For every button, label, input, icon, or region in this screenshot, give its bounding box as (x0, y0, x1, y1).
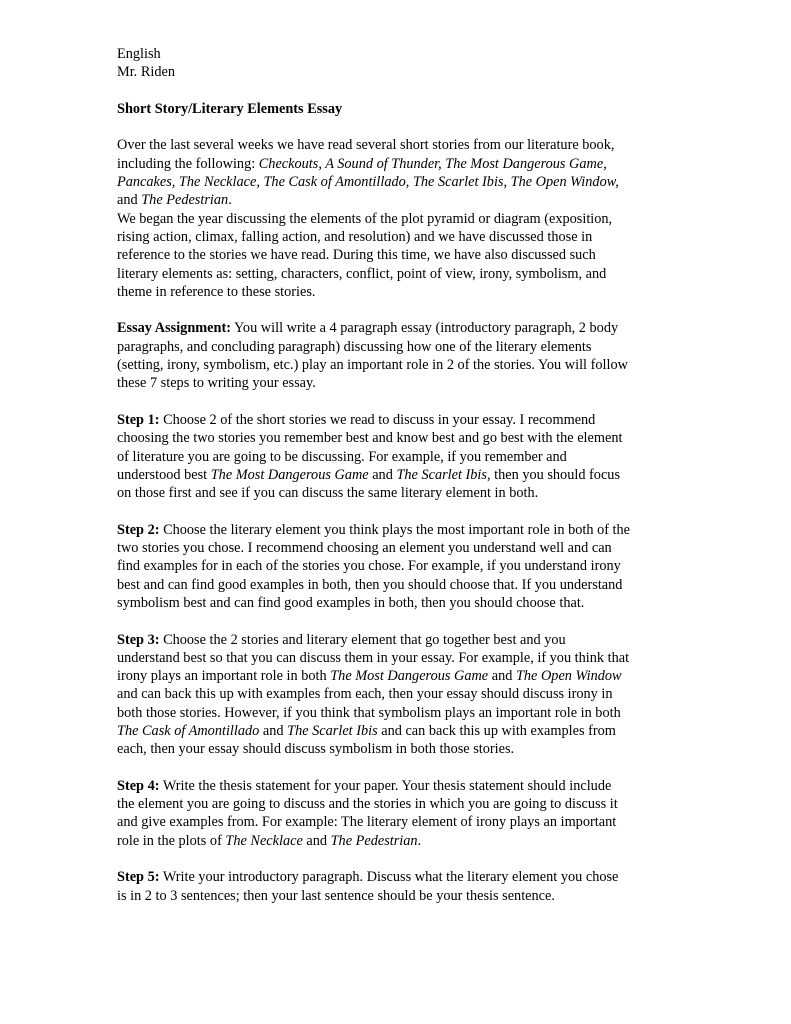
story-title: The Scarlet Ibis (396, 466, 487, 483)
story-title: The Most Dangerous Game (210, 466, 369, 483)
story-title: The Scarlet Ibis (287, 722, 378, 739)
story-titles: Checkouts, A Sound of Thunder, The Most Dangerous Game, (258, 155, 607, 172)
assignment-paragraph: Essay Assignment: You will write a 4 paragraph essay (introductory paragraph, 2 body paragraphs, and concluding paragraph) discussing how one of the literary elements (setting, irony, symbolism, etc.) play an important role in 2 of the stories. You will follow these 7 steps to writing your essay. (117, 320, 628, 392)
step-label: Step 1: (117, 411, 160, 428)
step-label: Step 2: (117, 521, 160, 538)
document-title: Short Story/Literary Elements Essay (117, 100, 343, 117)
intro-line (117, 173, 682, 191)
story-titles: Pancakes, The Necklace, The Cask of Amontillado, The Scarlet Ibis, The Open Window, (117, 174, 619, 191)
assignment-label: Essay Assignment: (117, 320, 231, 337)
document-page (117, 45, 682, 905)
intro-line: and The Pedestrian. (117, 192, 232, 209)
story-title: The Pedestrian (141, 192, 229, 209)
story-title: The Open Window (515, 668, 622, 685)
intro-line: including the following: Checkouts, A Sound of Thunder, The Most Dangerous Game, (117, 155, 607, 172)
intro-line: Over the last several weeks we have read several short stories from our literature book, (117, 137, 615, 154)
step-label: Step 4: (117, 777, 160, 794)
intro-line: We began the year discussing the elements of the plot pyramid or diagram (exposition, (117, 210, 613, 227)
step-2-paragraph: Step 2: Choose the literary element you think plays the most important role in both of the two stories you chose. I recommend choosing an element you understand well and can find examples for in each of the stories you chose. For example, if you understand irony best and can find good examples in both, then you should choose that. If you understand symbolism best and can find good examples in both, then you should choose that. (117, 521, 631, 611)
step-label: Step 5: (117, 869, 160, 886)
intro-paragraph (117, 136, 682, 301)
intro-line: theme in reference to these stories. (117, 283, 316, 300)
step-4-paragraph: Step 4: Write the thesis statement for your paper. Your thesis statement should include the element you are going to discuss and the stories in which you are going to discuss it and give examples from. For example: The literary element of irony plays an important role in the plots of The Necklace and The Pedestrian. (117, 777, 618, 849)
step-label: Step 3: (117, 631, 160, 648)
story-title: The Pedestrian (330, 832, 418, 849)
story-title: The Necklace (225, 832, 303, 849)
step-5-paragraph: Step 5: Write your introductory paragraph. Discuss what the literary element you chose is in 2 to 3 sentences; then your last sentence should be your thesis sentence. (117, 869, 619, 904)
teacher-name: Mr. Riden (117, 64, 175, 81)
course-name: English (117, 46, 161, 62)
story-title: The Most Dangerous Game (330, 668, 489, 685)
intro-line: literary elements as: setting, characters, conflict, point of view, irony, symbolism, and (117, 265, 607, 282)
story-title: The Cask of Amontillado (117, 722, 260, 739)
intro-line: reference to the stories we have read. During this time, we have also discussed such (117, 247, 596, 264)
step-1-paragraph: Step 1: Choose 2 of the short stories we read to discuss in your essay. I recommend choosing the two stories you remember best and know best and go best with the element of literature you are going to be discussing. For example, if you remember and understood best The Most Dangerous Game and The Scarlet Ibis, then you should focus on those first and see if you can discuss the same literary element in both. (117, 411, 623, 502)
intro-line: rising action, climax, falling action, and resolution) and we have discussed those in (117, 228, 593, 245)
step-3-paragraph: Step 3: Choose the 2 stories and literary element that go together best and you understand best so that you can discuss them in your essay. For example, if you think that irony plays an important role in both The Most Dangerous Game and The Open Window and can back this up with examples from each, then your essay should discuss irony in both those stories. However, if you think that symbolism plays an important role in both The Cask of Amontillado and The Scarlet Ibis and can back this up with examples from each, then your essay should discuss symbolism in both those stories. (117, 631, 630, 758)
